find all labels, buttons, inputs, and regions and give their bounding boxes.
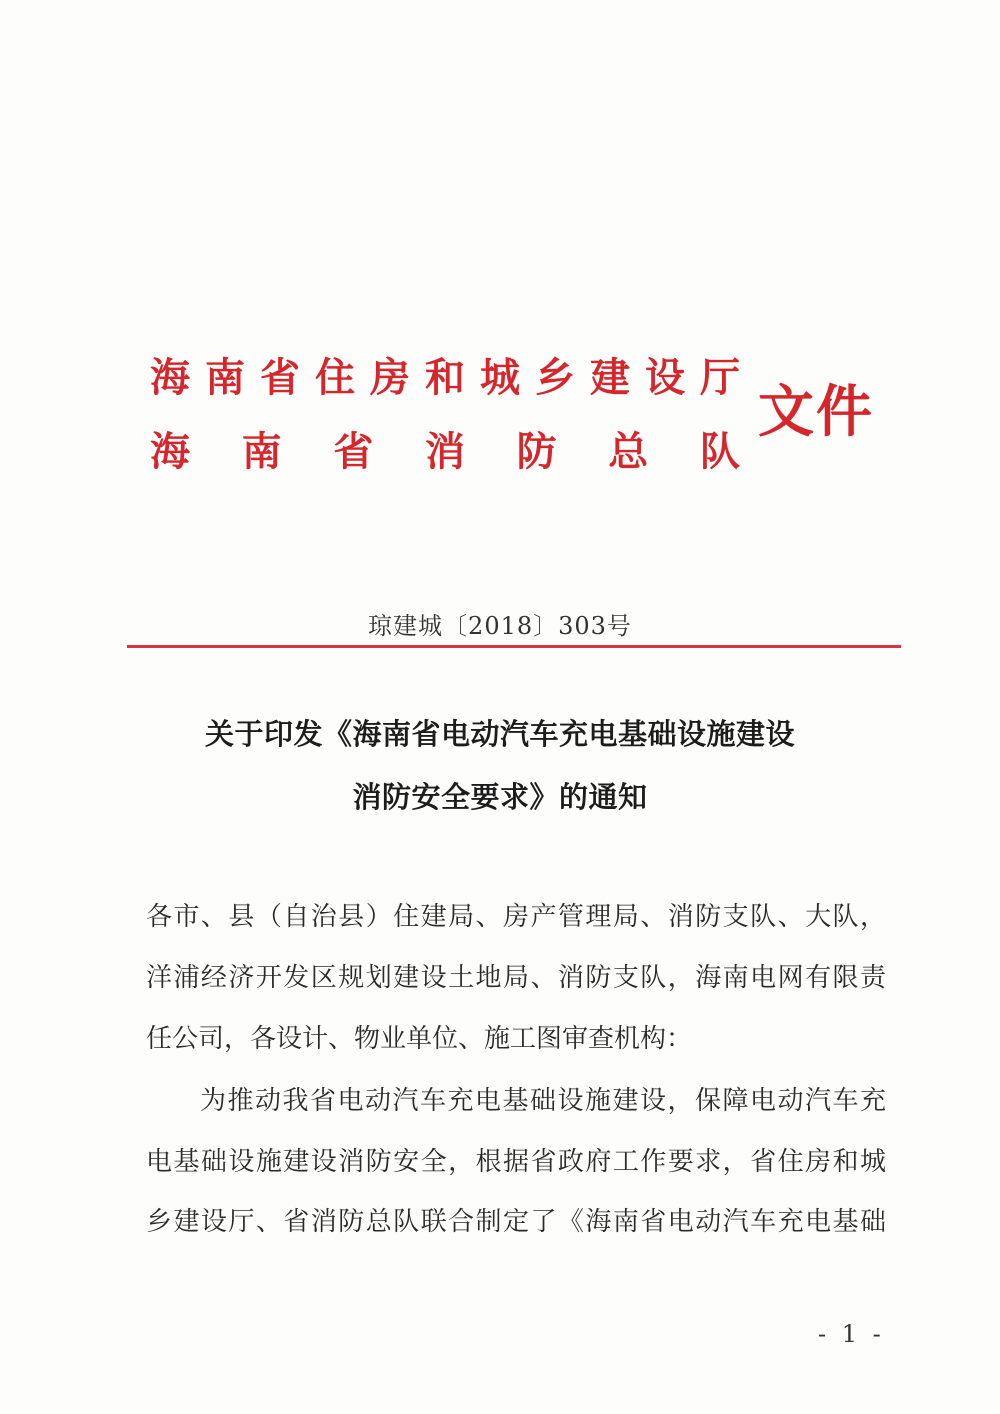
document-type-label: 文件 (758, 380, 874, 445)
issuer-char: 防 (516, 429, 557, 475)
document-title-line-2: 消防安全要求》的通知 (352, 780, 648, 814)
issuer-char: 乡 (535, 355, 575, 401)
paragraph-line: 为推动我省电动汽车充电基础设施建设，保障电动汽车充 (200, 1086, 886, 1116)
issuer-char: 省 (260, 355, 300, 401)
paragraph-line: 电基础设施建设消防安全，根据省政府工作要求，省住房和城 (146, 1147, 886, 1177)
issuer-char: 厅 (700, 355, 740, 401)
issuer-char: 南 (205, 355, 245, 401)
issuer-char: 和 (425, 355, 465, 401)
paragraph-line: 乡建设厅、省消防总队联合制定了《海南省电动汽车充电基础 (146, 1207, 886, 1237)
issuer-char: 建 (590, 355, 630, 401)
issuer-char: 总 (608, 429, 649, 475)
issuer-line-housing-department (150, 348, 740, 408)
issuer-line-fire-brigade (150, 422, 740, 482)
issuer-char: 海 (150, 355, 190, 401)
issuer-char: 南 (241, 429, 282, 475)
addressee-line: 洋浦经济开发区规划建设土地局、消防支队，海南电网有限责 (146, 963, 886, 993)
issuer-char: 海 (150, 429, 190, 475)
document-number: 琼建城〔2018〕303号 (368, 612, 632, 640)
issuer-char: 城 (480, 355, 520, 401)
addressee-line: 任公司，各设计、物业单位、施工图审查机构： (146, 1024, 693, 1054)
issuer-char: 消 (424, 429, 465, 475)
issuer-char: 省 (333, 429, 374, 475)
document-title-line-1: 关于印发《海南省电动汽车充电基础设施建设 (204, 717, 795, 751)
issuer-char: 设 (645, 355, 685, 401)
addressee-line: 各市、县（自治县）住建局、房产管理局、消防支队、大队， (146, 902, 886, 932)
issuer-char: 房 (370, 355, 410, 401)
issuer-char: 住 (315, 355, 355, 401)
red-divider-rule (127, 645, 901, 648)
page-number: - 1 - (818, 1320, 885, 1348)
issuer-char: 队 (699, 429, 740, 475)
